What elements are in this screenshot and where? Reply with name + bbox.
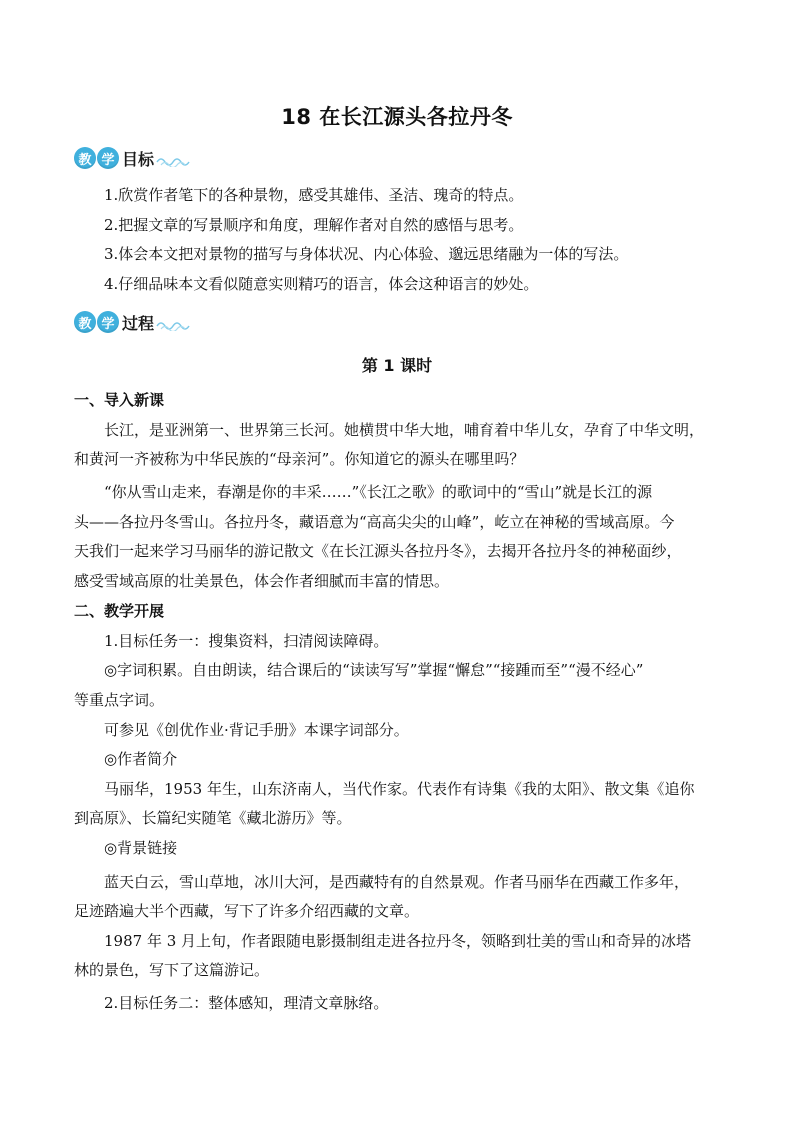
badge-char-2: 学 [97,311,119,333]
paragraph-line: 天我们一起来学习马丽华的游记散文《在长江源头各拉丹冬》，去揭开各拉丹冬的神秘面纱， [74,542,682,560]
paragraph-line: “你从雪山走来，春潮是你的丰采……”《长江之歌》的歌词中的“雪山”就是长江的源 [104,483,653,501]
paragraph-line: 1.目标任务一：搜集资料，扫清阅读障碍。 [104,632,389,650]
paragraph-line: 感受雪域高原的壮美景色，体会作者细腻而丰富的情思。 [74,572,450,590]
lesson-title: 第 1 课时 [361,356,433,375]
wave-decoration-icon [156,155,190,167]
objective-item: 2.把握文章的写景顺序和角度，理解作者对自然的感悟与思考。 [104,216,524,234]
paragraph-line: 长江，是亚洲第一、世界第三长河。她横贯中华大地，哺育着中华儿女，孕育了中华文明， [104,421,705,439]
objectives-badge [74,147,120,169]
paragraph-line: ◎背景链接 [104,839,178,857]
process-heading [74,309,190,335]
paragraph-line: ◎作者简介 [104,750,178,768]
paragraph-line: 头——各拉丹冬雪山。各拉丹冬，藏语意为“高高尖尖的山峰”，屹立在神秘的雪域高原。今 [74,513,675,531]
section1-heading: 一、导入新课 [74,391,165,409]
objective-item: 4.仔细品味本文看似随意实则精巧的语言，体会这种语言的妙处。 [104,275,539,293]
paragraph-line: 马丽华，1953 年生，山东济南人，当代作家。代表作有诗集《我的太阳》、散文集《追你 [104,780,695,798]
paragraph-line: 足迹踏遍大半个西藏，写下了许多介绍西藏的文章。 [74,902,420,920]
badge-char-1: 教 [74,147,96,169]
paragraph-line: 1987 年 3 月上旬，作者跟随电影摄制组走进各拉丹冬，领略到壮美的雪山和奇异的冰塔 [104,932,692,950]
section2-heading: 二、教学开展 [74,602,165,620]
objectives-heading [74,145,190,171]
badge-char-2: 学 [97,147,119,169]
paragraph-line: 蓝天白云，雪山草地，冰川大河，是西藏特有的自然景观。作者马丽华在西藏工作多年， [104,873,690,891]
process-badge [74,311,120,333]
paragraph-line: 到高原》、长篇纪实随笔《藏北游历》等。 [74,809,352,827]
paragraph-line: 和黄河一齐被称为中华民族的“母亲河”。你知道它的源头在哪里吗？ [74,450,525,468]
document-title: 18 在长江源头各拉丹冬 [281,105,513,129]
paragraph-line: ◎字词积累。自由朗读，结合课后的“读读写写”掌握“懈怠”“接踵而至”“漫不经心” [104,661,644,679]
process-heading-text: 过程 [122,313,155,333]
paragraph-line: 等重点字词。 [74,691,165,709]
objective-item: 1.欣赏作者笔下的各种景物，感受其雄伟、圣洁、瑰奇的特点。 [104,186,524,204]
objective-item: 3.体会本文把对景物的描写与身体状况、内心体验、邈远思绪融为一体的写法。 [104,245,629,263]
paragraph-line: 2.目标任务二：整体感知，理清文章脉络。 [104,994,389,1012]
paragraph-line: 林的景色，写下了这篇游记。 [74,961,270,979]
paragraph-line: 可参见《创优作业·背记手册》本课字词部分。 [104,721,409,739]
objectives-heading-text: 目标 [122,149,155,169]
badge-char-1: 教 [74,311,96,333]
wave-decoration-icon [156,319,190,331]
